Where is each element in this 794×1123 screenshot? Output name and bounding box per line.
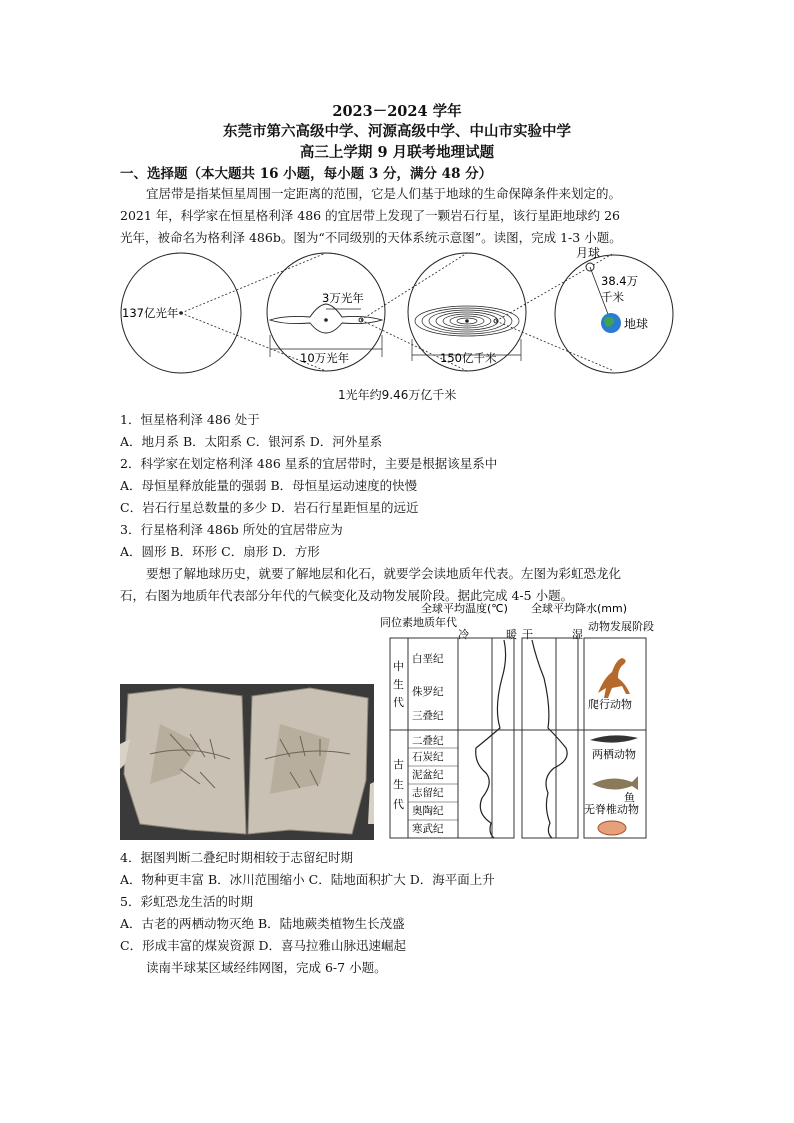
answer-options: A．圆形 B．环形 C．扇形 D．方形 xyxy=(120,544,320,559)
label-10wan: 10万光年 xyxy=(300,351,350,365)
fish-icon xyxy=(592,776,638,790)
intro-line: 宜居带是指某恒星周围一定距离的范围，它是人们基于地球的生命保障条件来划定的。 xyxy=(146,186,622,201)
connector-line xyxy=(181,253,326,313)
label-earth: 地球 xyxy=(624,317,649,331)
temperature-curve xyxy=(476,640,506,838)
label-3wan: 3万光年 xyxy=(322,291,364,305)
label-384b: 千米 xyxy=(601,290,624,304)
exam-title: 高三上学期 9 月联考地理试题 xyxy=(299,144,495,161)
school-names: 东莞市第六高级中学、河源高级中学、中山市实验中学 xyxy=(223,123,571,140)
precip-frame xyxy=(522,638,578,838)
question-text: 4．据图判断二叠纪时期相较于志留纪时期 xyxy=(120,850,353,865)
dinosaur-icon xyxy=(598,658,630,698)
answer-options: A．母恒星释放能量的强弱 B．母恒星运动速度的快慢 xyxy=(120,478,418,493)
era-frame xyxy=(390,638,514,838)
geologic-time-chart xyxy=(376,598,676,843)
final-line: 读南半球某区域经纬网图，完成 6-7 小题。 xyxy=(146,960,387,975)
question-text: 1．恒星格利泽 486 处于 xyxy=(120,412,260,427)
stage-reptile: 爬行动物 xyxy=(588,698,632,711)
answer-options: A．物种更丰富 B．冰川范围缩小 C．陆地面积扩大 D．海平面上升 xyxy=(120,872,495,887)
stage-invertebrate: 无脊椎动物 xyxy=(584,803,639,816)
exam-year: 2023－2024 学年 xyxy=(332,103,462,120)
temp-title: 全球平均温度(℃) xyxy=(421,602,508,615)
question-text: 5．彩虹恐龙生活的时期 xyxy=(120,894,253,909)
amphibian-icon xyxy=(590,735,638,742)
paleozoic-1: 古 xyxy=(393,758,404,771)
question-text: 3．行星格利泽 486b 所处的宜居带应为 xyxy=(120,522,343,537)
period-permian: 二叠纪 xyxy=(412,735,444,747)
period-devonian: 泥盆纪 xyxy=(412,769,444,781)
dry-label: 干 xyxy=(522,628,533,641)
paleozoic-2: 生 xyxy=(393,778,404,791)
stage-amphibian: 两栖动物 xyxy=(592,748,636,761)
intro2-line: 石，右图为地质年代表部分年代的气候变化及动物发展阶段。据此完成 4-5 小题。 xyxy=(120,588,574,603)
answer-options: A．地月系 B．太阳系 C．银河系 D．河外星系 xyxy=(120,434,383,449)
answer-options: C．岩石行星总数量的多少 D．岩石行星距恒星的远近 xyxy=(120,500,419,515)
stage-col-title: 动物发展阶段 xyxy=(588,620,654,633)
paleozoic-3: 代 xyxy=(393,798,404,811)
answer-options: C．形成丰富的煤炭资源 D．喜马拉雅山脉迅速崛起 xyxy=(120,938,407,953)
mesozoic-1: 中 xyxy=(393,660,404,673)
figure1-caption: 1光年约9.46万亿千米 xyxy=(338,388,457,402)
label-150yi: 150亿千米 xyxy=(440,351,497,365)
celestial-systems-figure xyxy=(110,245,690,400)
period-ordovician: 奥陶纪 xyxy=(412,805,444,817)
question-text: 2．科学家在划定格利泽 486 星系的宜居带时，主要是根据该星系中 xyxy=(120,456,498,471)
intro-line: 光年，被命名为格利泽 486b。图为“不同级别的天体系统示意图”。读图，完成 1-3 小题。 xyxy=(120,230,622,245)
period-triassic: 三叠纪 xyxy=(412,710,444,722)
period-silurian: 志留纪 xyxy=(412,787,444,799)
period-cambrian: 寒武纪 xyxy=(412,823,444,835)
warm-label: 暖 xyxy=(506,628,517,641)
label-384a: 38.4万 xyxy=(601,274,639,288)
mesozoic-3: 代 xyxy=(393,696,404,709)
wet-label: 湿 xyxy=(572,628,583,641)
period-cretaceous: 白垩纪 xyxy=(412,653,444,665)
intro2-line: 要想了解地球历史，就要了解地层和化石，就要学会读地质年代表。左图为彩虹恐龙化 xyxy=(146,566,622,581)
mesozoic-2: 生 xyxy=(393,678,404,691)
dinosaur-fossil-photo xyxy=(120,684,374,840)
answer-options: A．古老的两栖动物灭绝 B．陆地蕨类植物生长茂盛 xyxy=(120,916,405,931)
period-carboniferous: 石炭纪 xyxy=(412,751,444,763)
era-col-title: 同位素地质年代 xyxy=(380,616,457,629)
cold-label: 冷 xyxy=(458,628,469,641)
period-jurassic: 侏罗纪 xyxy=(412,686,444,698)
trilobite-icon xyxy=(598,821,626,835)
precip-title: 全球平均降水(mm) xyxy=(531,602,628,615)
intro-line: 2021 年，科学家在恒星格利泽 486 的宜居带上发现了一颗岩石行星，该行星距地球约 26 xyxy=(120,208,620,223)
label-moon: 月球 xyxy=(576,246,601,260)
label-137: 137亿光年 xyxy=(122,306,179,320)
stage-fish: 鱼 xyxy=(624,791,635,804)
section-title: 一、选择题（本大题共 16 小题，每小题 3 分，满分 48 分） xyxy=(120,166,493,182)
precipitation-curve xyxy=(532,640,567,838)
